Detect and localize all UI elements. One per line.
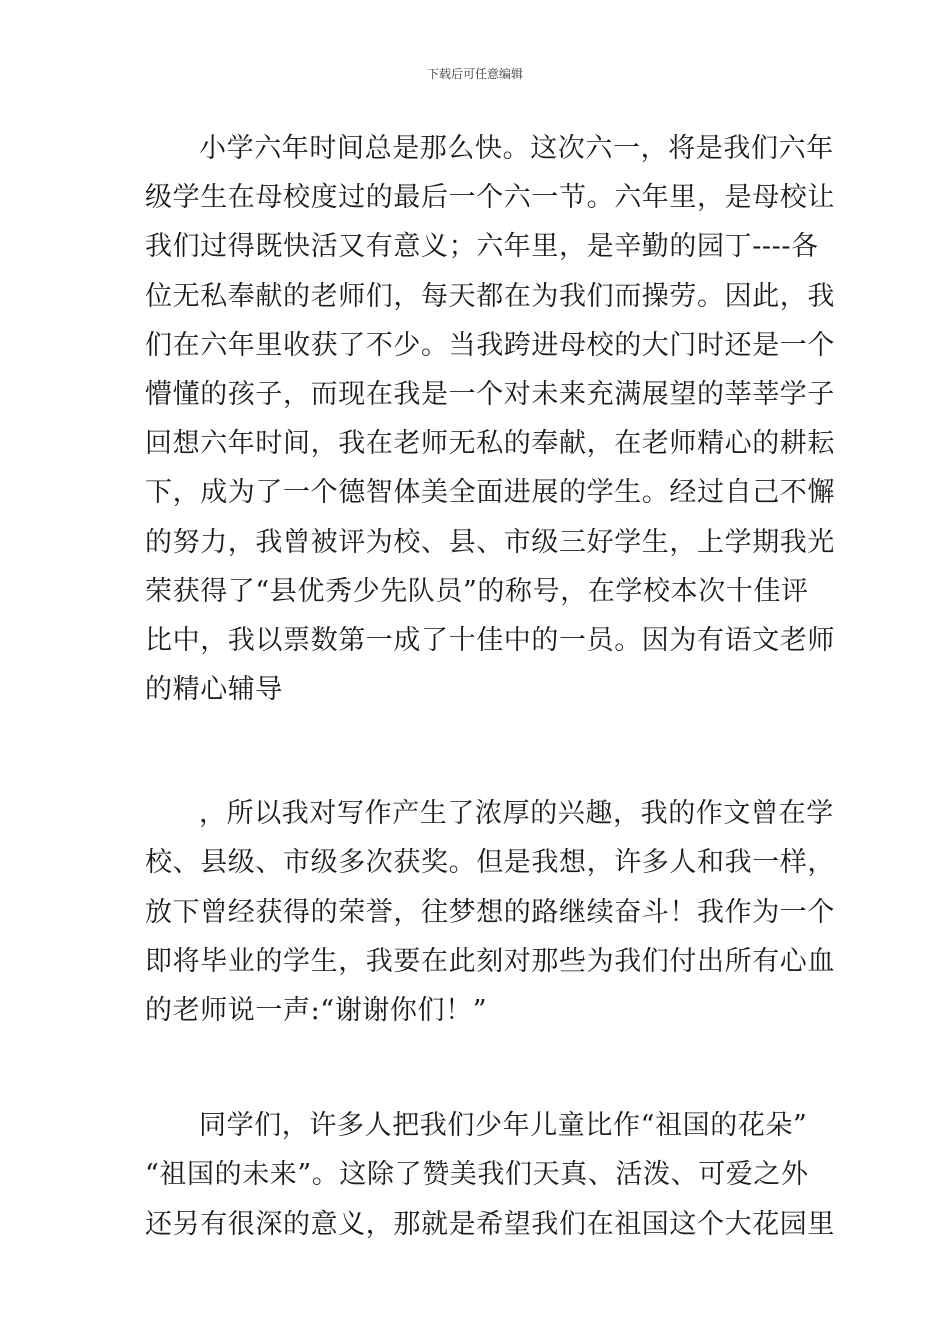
- paragraph-spacer: [145, 1035, 807, 1101]
- document-body: [145, 124, 835, 1249]
- text-line: 们在六年里收获了不少。当我跨进母校的大门时还是一个: [145, 329, 835, 361]
- paragraph-spacer: [145, 714, 807, 789]
- text-line: 还另有很深的意义，那就是希望我们在祖国这个大花园里: [145, 1208, 835, 1240]
- text-line: 回想六年时间，我在老师无私的奉献，在老师精心的耕耘: [145, 428, 835, 460]
- text-line: 的老师说一声:“谢谢你们！”: [145, 995, 488, 1026]
- text-line: 我们过得既快活又有意义；六年里，是辛勤的园丁----各: [145, 231, 819, 263]
- paragraph-2: [145, 789, 835, 1035]
- text-line: 懵懂的孩子，而现在我是一个对未来充满展望的莘莘学子: [145, 378, 835, 410]
- text-line: 的精心辅导: [145, 674, 283, 706]
- paragraph-1: [145, 124, 835, 714]
- text-line: 位无私奉献的老师们，每天都在为我们而操劳。因此，我: [145, 280, 835, 312]
- text-line: 下，成为了一个德智体美全面进展的学生。经过自己不懈: [145, 477, 835, 509]
- text-line: 放下曾经获得的荣誉，往梦想的路继续奋斗！我作为一个: [145, 896, 835, 928]
- text-line: 小学六年时间总是那么快。这次六一，将是我们六年: [199, 133, 834, 164]
- text-line: 的努力，我曾被评为校、县、市级三好学生，上学期我光: [145, 526, 835, 558]
- text-line: 即将毕业的学生，我要在此刻对那些为我们付出所有心血: [145, 945, 835, 977]
- text-line: ，所以我对写作产生了浓厚的兴趣，我的作文曾在学: [199, 798, 834, 830]
- text-line: 级学生在母校度过的最后一个六一节。六年里，是母校让: [145, 182, 835, 214]
- text-line: 比中，我以票数第一成了十佳中的一员。因为有语文老师: [145, 624, 835, 656]
- text-line: 校、县级、市级多次获奖。但是我想，许多人和我一样，: [145, 847, 835, 879]
- paragraph-3: [145, 1101, 835, 1249]
- header-note: 下载后可任意编辑: [426, 67, 523, 81]
- text-line: 同学们，许多人把我们少年儿童比作“祖国的花朵”: [199, 1110, 808, 1142]
- text-line: “祖国的未来”。这除了赞美我们天真、活泼、可爱之外: [145, 1159, 809, 1191]
- text-line: 荣获得了“县优秀少先队员”的称号，在学校本次十佳评: [145, 575, 809, 607]
